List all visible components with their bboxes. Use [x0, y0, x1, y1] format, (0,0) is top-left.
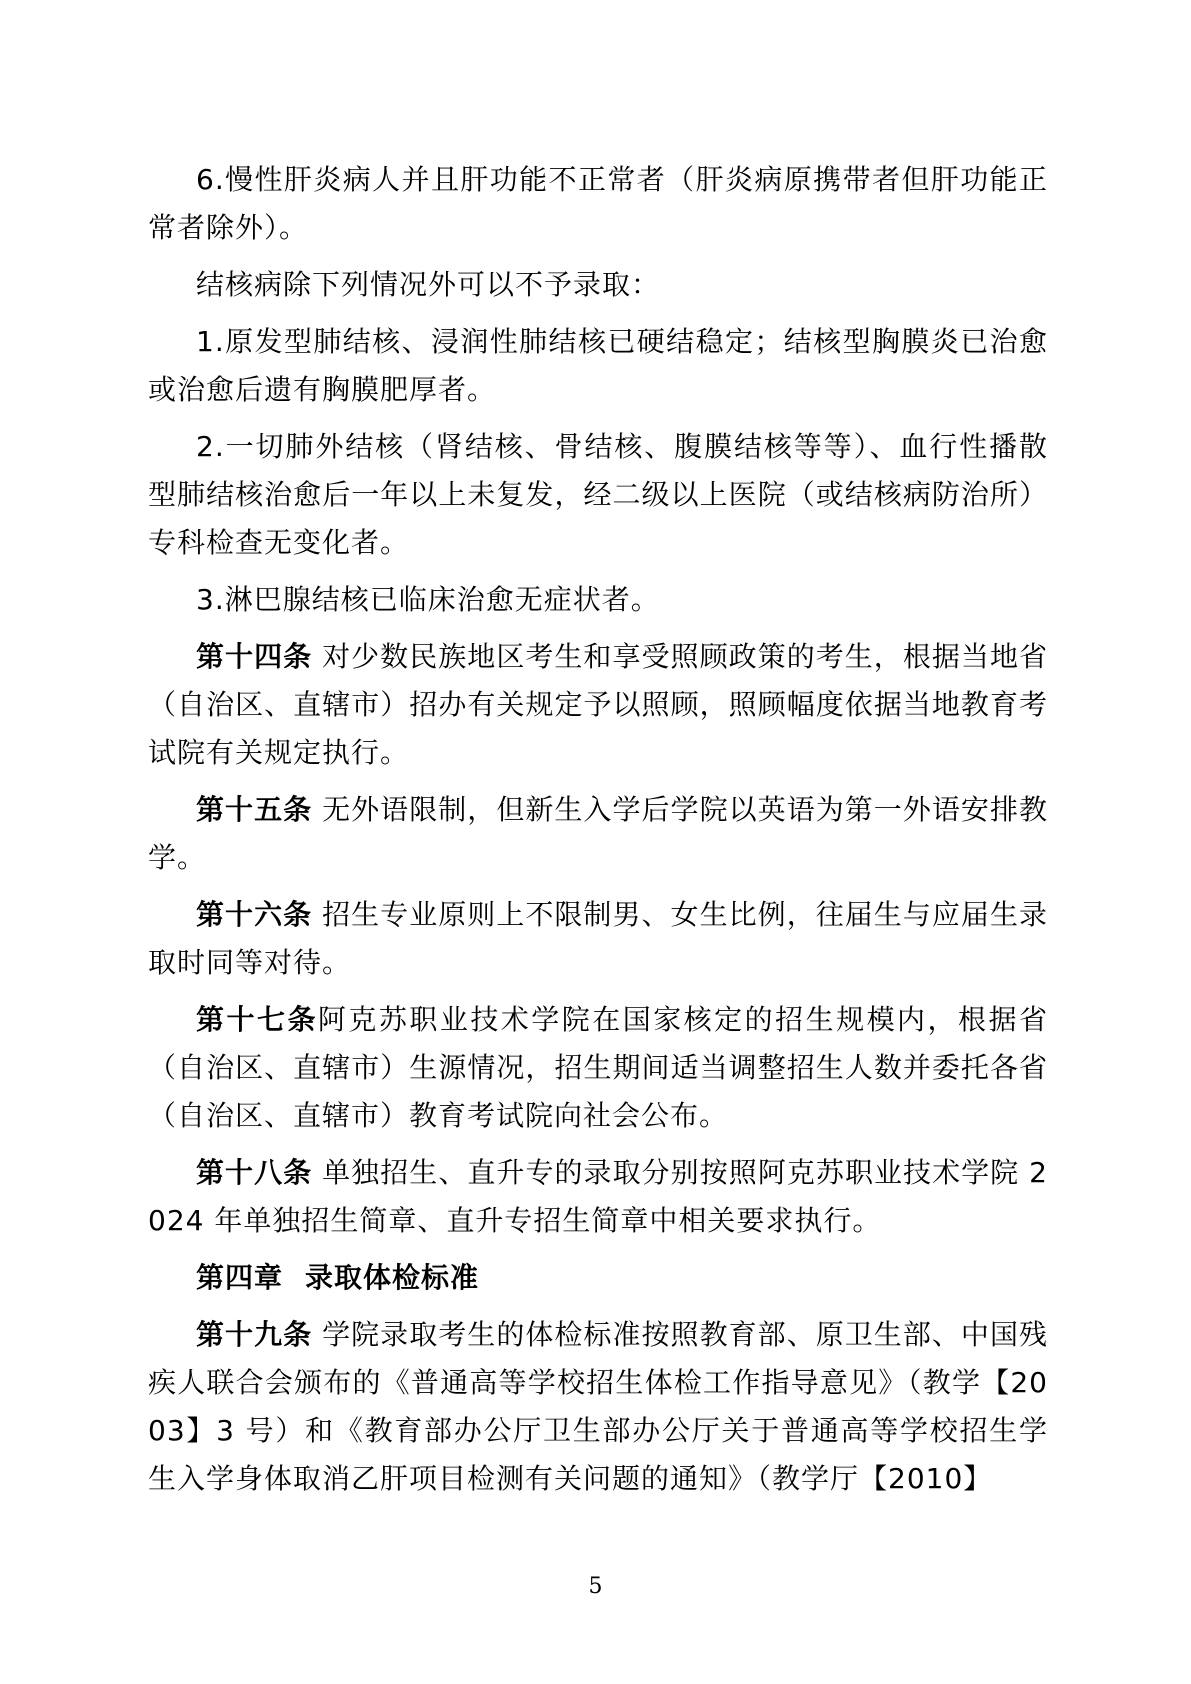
article-number: 第十六条: [196, 898, 313, 931]
article-text: 对少数民族地区考生和享受照顾政策的考生，根据当地省（自治区、直辖市）招办有关规定予以照顾，照顾幅度依据当地教育考试院有关规定执行。: [148, 640, 1048, 769]
chapter-number: 第四章: [196, 1261, 284, 1294]
article-text: 阿克苏职业技术学院在国家核定的招生规模内，根据省（自治区、直辖市）生源情况，招生期间适当调整招生人数并委托各省（自治区、直辖市）教育考试院向社会公布。: [148, 1003, 1048, 1132]
article-18: [148, 1149, 1048, 1245]
chapter-title: 录取体检标准: [305, 1261, 480, 1294]
article-19: [148, 1311, 1048, 1503]
article-14: [148, 633, 1048, 777]
paragraph-text: 1.原发型肺结核、浸润性肺结核已硬结稳定；结核型胸膜炎已治愈或治愈后遗有胸膜肥厚者。: [148, 325, 1048, 406]
article-number: 第十四条: [196, 640, 313, 673]
paragraph-text: 6.慢性肝炎病人并且肝功能不正常者（肝炎病原携带者但肝功能正常者除外）。: [148, 163, 1048, 244]
article-15: [148, 786, 1048, 882]
article-17: [148, 996, 1048, 1140]
paragraph-3: [148, 318, 1048, 414]
article-text: 学院录取考生的体检标准按照教育部、原卫生部、中国残疾人联合会颁布的《普通高等学校招生体检工作指导意见》（教学【2003】3 号）和《教育部办公厅卫生部办公厅关于普通高等学校招生学生入学身体取消乙肝项目检测有关问题的通知》（教学厅【2010】: [148, 1318, 1048, 1495]
paragraph-text: 2.一切肺外结核（肾结核、骨结核、腹膜结核等等）、血行性播散型肺结核治愈后一年以上未复发，经二级以上医院（或结核病防治所）专科检查无变化者。: [148, 430, 1048, 559]
article-text: 招生专业原则上不限制男、女生比例，往届生与应届生录取时同等对待。: [148, 898, 1048, 979]
article-text: 无外语限制，但新生入学后学院以英语为第一外语安排教学。: [148, 793, 1048, 874]
article-16: [148, 891, 1048, 987]
chapter-heading: [148, 1254, 1048, 1302]
paragraph-1: [148, 156, 1048, 252]
article-number: 第十七条: [196, 1003, 318, 1036]
paragraph-2: [148, 261, 1048, 309]
paragraph-5: [148, 576, 1048, 624]
body-text: [148, 156, 1048, 1512]
article-number: 第十五条: [196, 793, 313, 826]
article-number: 第十九条: [196, 1318, 313, 1351]
article-number: 第十八条: [196, 1156, 313, 1189]
page-number: 5: [588, 1574, 603, 1599]
paragraph-4: [148, 423, 1048, 567]
paragraph-text: 3.淋巴腺结核已临床治愈无症状者。: [196, 583, 660, 616]
paragraph-text: 结核病除下列情况外可以不予录取：: [196, 268, 661, 301]
article-text: 单独招生、直升专的录取分别按照阿克苏职业技术学院 2024 年单独招生简章、直升专招生简章中相关要求执行。: [148, 1156, 1048, 1237]
